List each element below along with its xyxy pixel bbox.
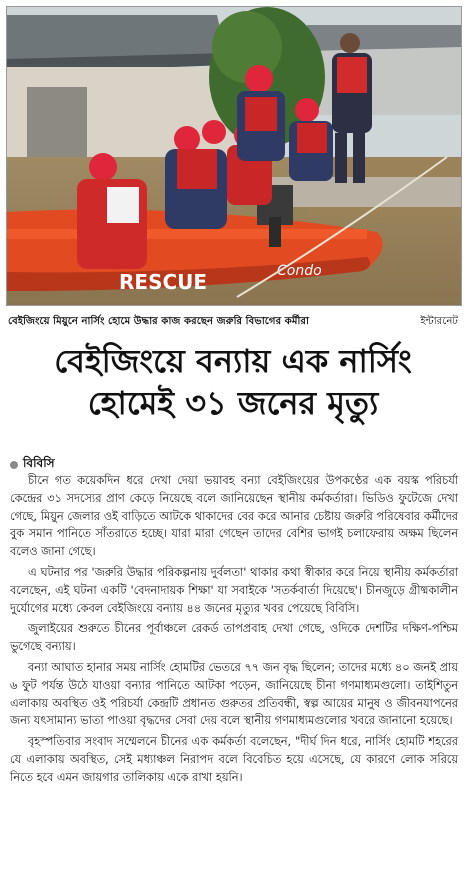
bullet-icon (10, 461, 18, 469)
paragraph: এ ঘটনার পর 'জরুরি উদ্ধার পরিকল্পনায় দুর্বলতা' থাকার কথা স্বীকার করে নিয়ে স্থানীয় কর্মকর্তারা বলেছেন, এই ঘটনা একটি 'বেদনাদায়ক শিক্ষা' যা সবাইকে 'সতর্কবার্তা দিয়েছে'। চীনজুড়ে গ্রীষ্মকালীন দুর্যোগের মধ্যে কেবল বেইজিংয়ে বন্যায় ৪৪ জনের মৃত্যুর খবর পেয়েছে বিবিসি। (10, 565, 458, 615)
paragraph: জুলাইয়ের শুরুতে চীনের পূর্বাঞ্চলে রেকর্ড তাপপ্রবাহ দেখা গেছে, ওদিকে দেশটির দক্ষিণ-পশ্চিম ভুগেছে বন্যায়। (10, 622, 458, 654)
article-body (10, 472, 458, 790)
paragraph: বৃহস্পতিবার সংবাদ সম্মেলনে চীনের এক কর্মকর্তা বলেছেন, "দীর্ঘ দিন ধরে, নার্সিং হোমটি শহরের যে এলাকায় অবস্থিত, সেই মধ্যাঞ্চল নিরাপদ বলে বিবেচিত হয়ে এসেছে, যে কারণে লোক সরিয়ে নিতে হবে এমন জায়গার তালিকায় একে রাখা হয়নি। (10, 735, 458, 784)
headline (0, 340, 466, 424)
headline-line-1: বেইজিংয়ে বন্যায় এক নার্সিং (54, 342, 412, 380)
byline-source: বিবিসি (23, 456, 55, 470)
headline-line-2: হোমেই ৩১ জনের মৃত্যু (87, 384, 379, 422)
paragraph: বন্যা আঘাত হানার সময় নার্সিং হোমটির ভেতরে ৭৭ জন বৃদ্ধ ছিলেন; তাদের মধ্যে ৪০ জনই প্রায় ৬ ফুট পর্যন্ত উঠে যাওয়া বন্যার পানিতে আটকা পড়েন, জানিয়েছে চীনা গণমাধ্যমগুলো। তাইশিতুন এলাকায় অবস্থিত ওই পরিচর্যা কেন্দ্রটি প্রধানত গুরুতর প্রতিবন্ধী, স্বল্প আয়ের মানুষ ও জীবনযাপনের জন্য যৎসামান্য ভাতা পাওয়া বৃদ্ধদের সেবা দেয় বলে স্থানীয় গণমাধ্যমগুলোর খবরে জানানো হয়েছে। (10, 660, 458, 728)
boat-rescue-text: RESCUE (119, 270, 208, 294)
news-photo (6, 6, 462, 306)
photo-credit: ইন্টারনেট (420, 315, 458, 327)
boat-brand-text: Condo (277, 263, 322, 279)
photo-caption: বেইজিংয়ে মিয়ুনে নার্সিং হোমে উদ্ধার কাজ করছেন জরুরি বিভাগের কর্মীরা (8, 315, 309, 327)
caption-row (8, 313, 458, 331)
paragraph: চীনে গত কয়েকদিন ধরে দেখা দেয়া ভয়াবহ বন্যা বেইজিংয়ের উপকণ্ঠের এক বয়স্ক পরিচর্যা কেন্দ্রের ৩১ সদস্যের প্রাণ কেড়ে নিয়েছে বলে জানিয়েছেন স্থানীয় কর্মকর্তারা। ভিডিও ফুটেজে দেখা গেছে, মিয়ুন জেলার ওই বাড়িতে আটকে থাকাদের বের করে আনার চেষ্টায় জরুরি পরিষেবার কর্মীদের বুক সমান পানিতে সাঁতরাতে হচ্ছে। যারা মারা গেছেন তাদের বেশির ভাগই চলাফেরায় অক্ষম ছিলেন বলেও জানা গেছে। (10, 474, 458, 559)
